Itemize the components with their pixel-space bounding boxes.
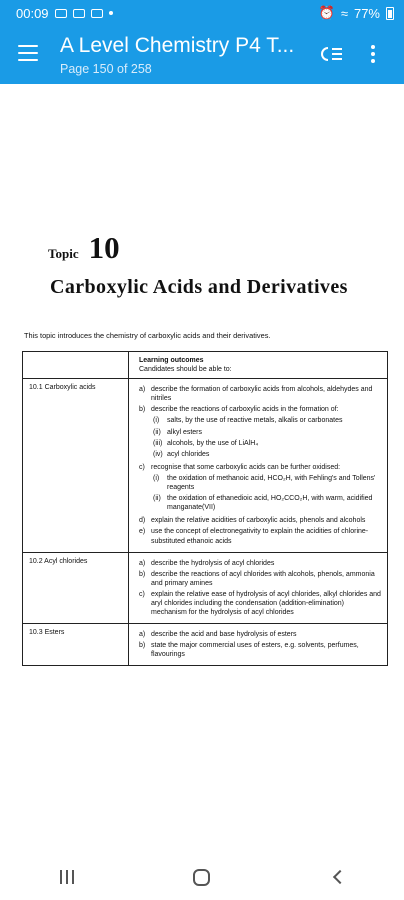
document-page xyxy=(0,84,404,854)
more-options-icon[interactable] xyxy=(364,43,382,65)
outcome-letter: b) xyxy=(139,406,146,414)
back-icon[interactable] xyxy=(332,870,346,884)
outcome-text: describe the hydrolysis of acyl chlorides xyxy=(151,559,275,567)
outcome-body xyxy=(151,405,381,460)
outcome-item xyxy=(139,590,381,617)
outcome-item xyxy=(139,516,381,525)
outcome-letter: a) xyxy=(139,386,146,394)
sub-list xyxy=(151,474,381,512)
header-subtitle: Candidates should be able to: xyxy=(139,366,232,374)
sub-item xyxy=(151,474,381,492)
sub-item xyxy=(151,416,381,425)
outcome-text: recognise that some carboxylic acids can be further oxidised: xyxy=(151,463,341,471)
outcome-text: state the major commercial uses of esters, e.g. solvents, perfumes, flavourings xyxy=(151,642,359,659)
app-bar xyxy=(0,26,404,84)
chapter-title: Carboxylic Acids and Derivatives xyxy=(50,276,348,298)
outcome-letter: a) xyxy=(139,559,146,567)
home-icon[interactable] xyxy=(193,869,210,886)
menu-icon[interactable] xyxy=(18,45,38,61)
sub-text: acyl chlorides xyxy=(167,450,210,458)
table-row xyxy=(23,379,387,552)
header-empty-cell xyxy=(23,352,129,378)
outcome-body xyxy=(151,463,381,514)
section-cell: 10.2 Acyl chlorides xyxy=(23,553,129,624)
outcome-letter: b) xyxy=(139,570,146,578)
outcome-letter: b) xyxy=(139,642,146,650)
battery-icon xyxy=(386,7,394,20)
sub-item xyxy=(151,450,381,459)
topic-heading xyxy=(48,230,120,266)
sub-numeral: (iv) xyxy=(153,450,163,458)
outcome-item xyxy=(139,630,381,639)
sub-numeral: (i) xyxy=(153,474,160,482)
section-cell: 10.3 Esters xyxy=(23,624,129,665)
outcome-text: explain the relative ease of hydrolysis of acyl chlorides, alkyl chlorides and aryl chlorides including the condensation (addition-elimination) mechanism for the hydrolysis of acyl chlorides xyxy=(151,590,381,617)
outcome-item xyxy=(139,405,381,460)
sub-list xyxy=(151,416,381,458)
status-bar xyxy=(0,0,404,26)
outcome-letter: a) xyxy=(139,631,146,639)
sub-item xyxy=(151,428,381,437)
sub-numeral: (iii) xyxy=(153,439,163,447)
sub-item xyxy=(151,494,381,512)
topic-number: 10 xyxy=(88,230,120,265)
outcome-text: describe the reactions of acyl chlorides with alcohols, phenols, ammonia and primary amines xyxy=(151,570,375,587)
status-right xyxy=(319,5,394,21)
alarm-icon: ⏰ xyxy=(318,5,335,20)
video-notification-icon xyxy=(91,9,103,18)
youtube-notification-icon xyxy=(73,9,85,18)
recent-apps-icon[interactable] xyxy=(60,870,74,884)
table-header-row xyxy=(23,352,387,379)
sub-text: alcohols, by the use of LiAlH₄ xyxy=(167,439,259,447)
outcome-text: describe the formation of carboxylic acids from alcohols, aldehydes and nitriles xyxy=(151,386,373,403)
outcome-item xyxy=(139,641,381,659)
status-left xyxy=(16,6,113,21)
header-title: Learning outcomes xyxy=(139,357,204,364)
intro-text: This topic introduces the chemistry of carboxylic acids and their derivatives. xyxy=(24,331,271,340)
wifi-signal-icon: ≈ xyxy=(340,5,348,21)
topic-label: Topic xyxy=(48,246,79,261)
outcome-letter: c) xyxy=(139,590,145,598)
outcome-text: use the concept of electronegativity to explain the acidities of chlorine-substituted ethanoic acids xyxy=(151,528,369,545)
outcome-item xyxy=(139,559,381,568)
sub-numeral: (i) xyxy=(153,417,160,425)
outcome-text: describe the reactions of carboxylic acids in the formation of: xyxy=(151,406,339,414)
outcome-letter: c) xyxy=(139,463,145,471)
header-cell xyxy=(129,352,387,378)
outcome-item xyxy=(139,463,381,514)
outcome-text: explain the relative acidities of carboxylic acids, phenols and alcohols xyxy=(151,517,366,525)
outcome-item xyxy=(139,570,381,588)
outcomes-cell xyxy=(129,624,387,665)
sub-item xyxy=(151,439,381,448)
table-row xyxy=(23,624,387,665)
outcome-item xyxy=(139,527,381,545)
outcome-letter: e) xyxy=(139,528,146,536)
sub-text: the oxidation of ethanedioic acid, HO₂CCO₂H, with warm, acidified manganate(VII) xyxy=(167,495,373,512)
section-cell: 10.1 Carboxylic acids xyxy=(23,379,129,551)
table-of-contents-icon[interactable] xyxy=(320,42,346,66)
table-row xyxy=(23,553,387,625)
outcome-item xyxy=(139,385,381,403)
battery-level: 77% xyxy=(353,5,380,21)
outcome-text: describe the acid and base hydrolysis of esters xyxy=(151,631,297,639)
sub-numeral: (ii) xyxy=(153,428,161,436)
navigation-bar xyxy=(0,854,404,900)
more-notifications-dot-icon xyxy=(109,11,113,15)
outcomes-cell xyxy=(129,379,387,551)
clock: 00:09 xyxy=(16,5,49,21)
page-indicator: Page 150 of 258 xyxy=(60,62,152,76)
learning-outcomes-table xyxy=(22,351,388,666)
outcomes-cell xyxy=(129,553,387,624)
document-title: A Level Chemistry P4 T... xyxy=(60,34,295,57)
outcome-letter: d) xyxy=(139,517,146,525)
sub-text: salts, by the use of reactive metals, alkalis or carbonates xyxy=(167,417,343,425)
sub-numeral: (ii) xyxy=(153,495,161,503)
sub-text: the oxidation of methanoic acid, HCO₂H, with Fehling's and Tollens' reagents xyxy=(167,474,376,492)
gallery-notification-icon xyxy=(55,9,67,18)
sub-text: alkyl esters xyxy=(167,428,203,436)
